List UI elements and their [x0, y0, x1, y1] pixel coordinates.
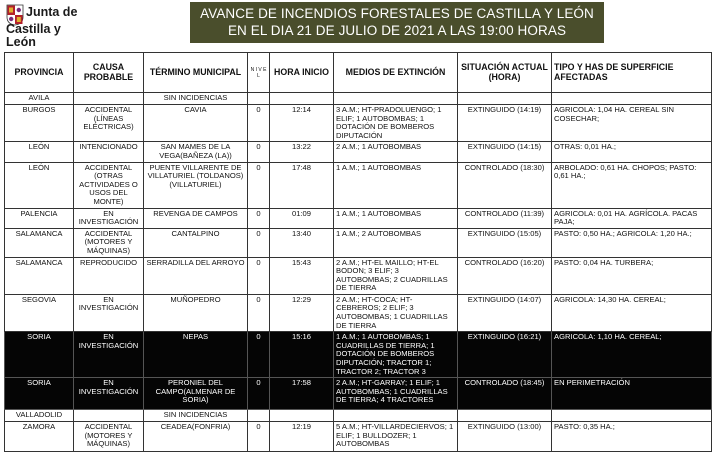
cell-tipo: PASTO: 0,35 HA.; — [552, 422, 712, 452]
cell-provincia: SEGOVIA — [5, 294, 74, 331]
cell-tipo: PASTO: 0,04 HA. TURBERA; — [552, 257, 712, 294]
cell-situacion: CONTROLADO (18:30) — [458, 162, 552, 208]
table-row — [5, 228, 712, 257]
col-medios: MEDIOS DE EXTINCIÓN — [334, 53, 458, 93]
cell-medios: 2 A.M.; HT-COCA; HT-CEBREROS; 2 ELIF; 3 AUTOBOMBAS; 1 CUADRILLAS DE TIERRA — [334, 294, 458, 331]
cell-hora: 13:22 — [270, 142, 334, 162]
cell-tipo: AGRICOLA: 14,30 HA. CEREAL; — [552, 294, 712, 331]
cell-hora: 01:09 — [270, 208, 334, 228]
cell-causa: ACCIDENTAL (OTRAS ACTIVIDADES O USOS DEL MONTE) — [74, 162, 144, 208]
cell-nivel: 0 — [248, 257, 270, 294]
cell-situacion: EXTINGUIDO (14:19) — [458, 105, 552, 142]
col-nivel: N I V E L — [248, 53, 270, 93]
cell-medios — [334, 93, 458, 105]
cell-tipo: AGRICOLA: 1,10 HA. CEREAL; — [552, 332, 712, 378]
cell-nivel — [248, 410, 270, 422]
cell-provincia: ZAMORA — [5, 422, 74, 452]
cell-tipo: AGRICOLA: 0,01 HA. AGRÍCOLA. PACAS PAJA; — [552, 208, 712, 228]
cell-medios: 5 A.M.; HT-VILLARDECIERVOS; 1 ELIF; 1 BULLDOZER; 1 AUTOBOMBAS — [334, 422, 458, 452]
cell-situacion: EXTINGUIDO (16:21) — [458, 332, 552, 378]
cell-provincia: LEÓN — [5, 162, 74, 208]
cell-medios: 1 A.M.; 1 AUTOBOMBAS; 1 CUADRILLAS DE TIERRA; 1 DOTACIÓN DE BOMBEROS DIPUTACIÓN; TRACTOR 1; TRACTOR 2; TRACTOR 3 — [334, 332, 458, 378]
cell-provincia: LEÓN — [5, 142, 74, 162]
cell-nivel: 0 — [248, 208, 270, 228]
cell-causa: ACCIDENTAL (LÍNEAS ELÉCTRICAS) — [74, 105, 144, 142]
title-line1: AVANCE DE INCENDIOS FORESTALES DE CASTILLA Y LEÓN — [200, 6, 594, 21]
cell-termino: CANTALPINO — [144, 228, 248, 257]
table-row — [5, 422, 712, 452]
cell-termino: SAN MAMES DE LA VEGA(BAÑEZA (LA)) — [144, 142, 248, 162]
cell-nivel: 0 — [248, 422, 270, 452]
cell-tipo: OTRAS: 0,01 HA.; — [552, 142, 712, 162]
table-row — [5, 105, 712, 142]
cell-termino: SIN INCIDENCIAS — [144, 93, 248, 105]
table-row — [5, 142, 712, 162]
cell-situacion: CONTROLADO (18:45) — [458, 378, 552, 410]
cell-hora: 15:43 — [270, 257, 334, 294]
cell-provincia: AVILA — [5, 93, 74, 105]
table-row — [5, 208, 712, 228]
cell-medios: 1 A.M.; 2 AUTOBOMBAS — [334, 228, 458, 257]
cell-termino: PUENTE VILLARENTE DE VILLATURIEL (TOLDANOS)(VILLATURIEL) — [144, 162, 248, 208]
report-title — [190, 2, 604, 43]
cell-situacion: CONTROLADO (11:39) — [458, 208, 552, 228]
cell-nivel: 0 — [248, 228, 270, 257]
col-termino: TÉRMINO MUNICIPAL — [144, 53, 248, 93]
cell-situacion: EXTINGUIDO (15:05) — [458, 228, 552, 257]
cell-medios — [334, 410, 458, 422]
cell-termino: CEADEA(FONFRIA) — [144, 422, 248, 452]
cell-nivel — [248, 93, 270, 105]
cell-causa — [74, 410, 144, 422]
cell-situacion: EXTINGUIDO (14:15) — [458, 142, 552, 162]
cell-hora: 17:58 — [270, 378, 334, 410]
cell-hora: 12:29 — [270, 294, 334, 331]
title-line2: EN EL DIA 21 DE JULIO DE 2021 A LAS 19:00 HORAS — [227, 23, 567, 38]
cell-provincia: SALAMANCA — [5, 257, 74, 294]
cell-medios: 2 A.M.; HT-GARRAY; 1 ELIF; 1 AUTOBOMBAS; 1 CUADRILLAS DE TIERRA; 4 TRACTORES — [334, 378, 458, 410]
table-row — [5, 332, 712, 378]
cell-medios: 2 A.M.; 1 AUTOBOMBAS — [334, 142, 458, 162]
cell-causa: EN INVESTIGACIÓN — [74, 294, 144, 331]
cell-tipo — [552, 93, 712, 105]
cell-causa: REPRODUCIDO — [74, 257, 144, 294]
cell-situacion: EXTINGUIDO (14:07) — [458, 294, 552, 331]
cell-hora: 13:40 — [270, 228, 334, 257]
cell-termino: SIN INCIDENCIAS — [144, 410, 248, 422]
cell-hora — [270, 410, 334, 422]
cell-hora: 17:48 — [270, 162, 334, 208]
table-row — [5, 410, 712, 422]
cell-causa: INTENCIONADO — [74, 142, 144, 162]
cell-nivel: 0 — [248, 294, 270, 331]
cell-situacion: EXTINGUIDO (13:00) — [458, 422, 552, 452]
cell-causa — [74, 93, 144, 105]
cell-provincia: VALLADOLID — [5, 410, 74, 422]
cell-provincia: BURGOS — [5, 105, 74, 142]
cell-causa: EN INVESTIGACIÓN — [74, 208, 144, 228]
cell-causa: ACCIDENTAL (MOTORES Y MÁQUINAS) — [74, 228, 144, 257]
cell-nivel: 0 — [248, 332, 270, 378]
col-hora: HORA INICIO — [270, 53, 334, 93]
cell-termino: CAVIA — [144, 105, 248, 142]
table-row — [5, 93, 712, 105]
cell-provincia: SORIA — [5, 332, 74, 378]
fires-table — [4, 52, 712, 452]
header — [0, 0, 714, 48]
table-row — [5, 162, 712, 208]
table-header-row — [5, 53, 712, 93]
cell-hora — [270, 93, 334, 105]
table-row — [5, 257, 712, 294]
cell-provincia: PALENCIA — [5, 208, 74, 228]
junta-logo — [4, 2, 94, 48]
cell-hora: 15:16 — [270, 332, 334, 378]
logo-line2: Castilla y León — [6, 22, 61, 49]
cell-hora: 12:14 — [270, 105, 334, 142]
cell-causa: EN INVESTIGACIÓN — [74, 332, 144, 378]
col-causa: CAUSA PROBABLE — [74, 53, 144, 93]
cell-nivel: 0 — [248, 378, 270, 410]
cell-tipo — [552, 410, 712, 422]
cell-tipo: PASTO: 0,50 HA.; AGRICOLA: 1,20 HA.; — [552, 228, 712, 257]
logo-line1: Junta de — [26, 5, 78, 19]
cell-provincia: SORIA — [5, 378, 74, 410]
cell-medios: 2 A.M.; HT-EL MAILLO; HT-EL BODON; 3 ELIF; 3 AUTOBOMBAS; 2 CUADRILLAS DE TIERRA — [334, 257, 458, 294]
cell-medios: 1 A.M.; 1 AUTOBOMBAS — [334, 162, 458, 208]
cell-causa: EN INVESTIGACIÓN — [74, 378, 144, 410]
cell-tipo: EN PERIMETRACIÓN — [552, 378, 712, 410]
cell-medios: 3 A.M.; HT-PRADOLUENGO; 1 ELIF; 1 AUTOBOMBAS; 1 DOTACIÓN DE BOMBEROS DIPUTACIÓN — [334, 105, 458, 142]
cell-provincia: SALAMANCA — [5, 228, 74, 257]
cell-nivel: 0 — [248, 105, 270, 142]
cell-termino: MUÑOPEDRO — [144, 294, 248, 331]
cell-medios: 1 A.M.; 1 AUTOBOMBAS — [334, 208, 458, 228]
cell-situacion — [458, 93, 552, 105]
cell-termino: PERONIEL DEL CAMPO(ALMENAR DE SORIA) — [144, 378, 248, 410]
table-row — [5, 378, 712, 410]
cell-situacion: CONTROLADO (16:20) — [458, 257, 552, 294]
cell-termino: SERRADILLA DEL ARROYO — [144, 257, 248, 294]
cell-tipo: AGRICOLA: 1,04 HA. CEREAL SIN COSECHAR; — [552, 105, 712, 142]
cell-termino: NEPAS — [144, 332, 248, 378]
col-situacion: SITUACIÓN ACTUAL (HORA) — [458, 53, 552, 93]
col-provincia: PROVINCIA — [5, 53, 74, 93]
col-tipo: TIPO Y HAS DE SUPERFICIE AFECTADAS — [552, 53, 712, 93]
cell-situacion — [458, 410, 552, 422]
cell-hora: 12:19 — [270, 422, 334, 452]
cell-nivel: 0 — [248, 162, 270, 208]
cell-causa: ACCIDENTAL (MOTORES Y MÁQUINAS) — [74, 422, 144, 452]
table-row — [5, 294, 712, 331]
cell-termino: REVENGA DE CAMPOS — [144, 208, 248, 228]
logo-text — [6, 5, 94, 49]
cell-nivel: 0 — [248, 142, 270, 162]
cell-tipo: ARBOLADO: 0,61 HA. CHOPOS; PASTO: 0,61 HA.; — [552, 162, 712, 208]
